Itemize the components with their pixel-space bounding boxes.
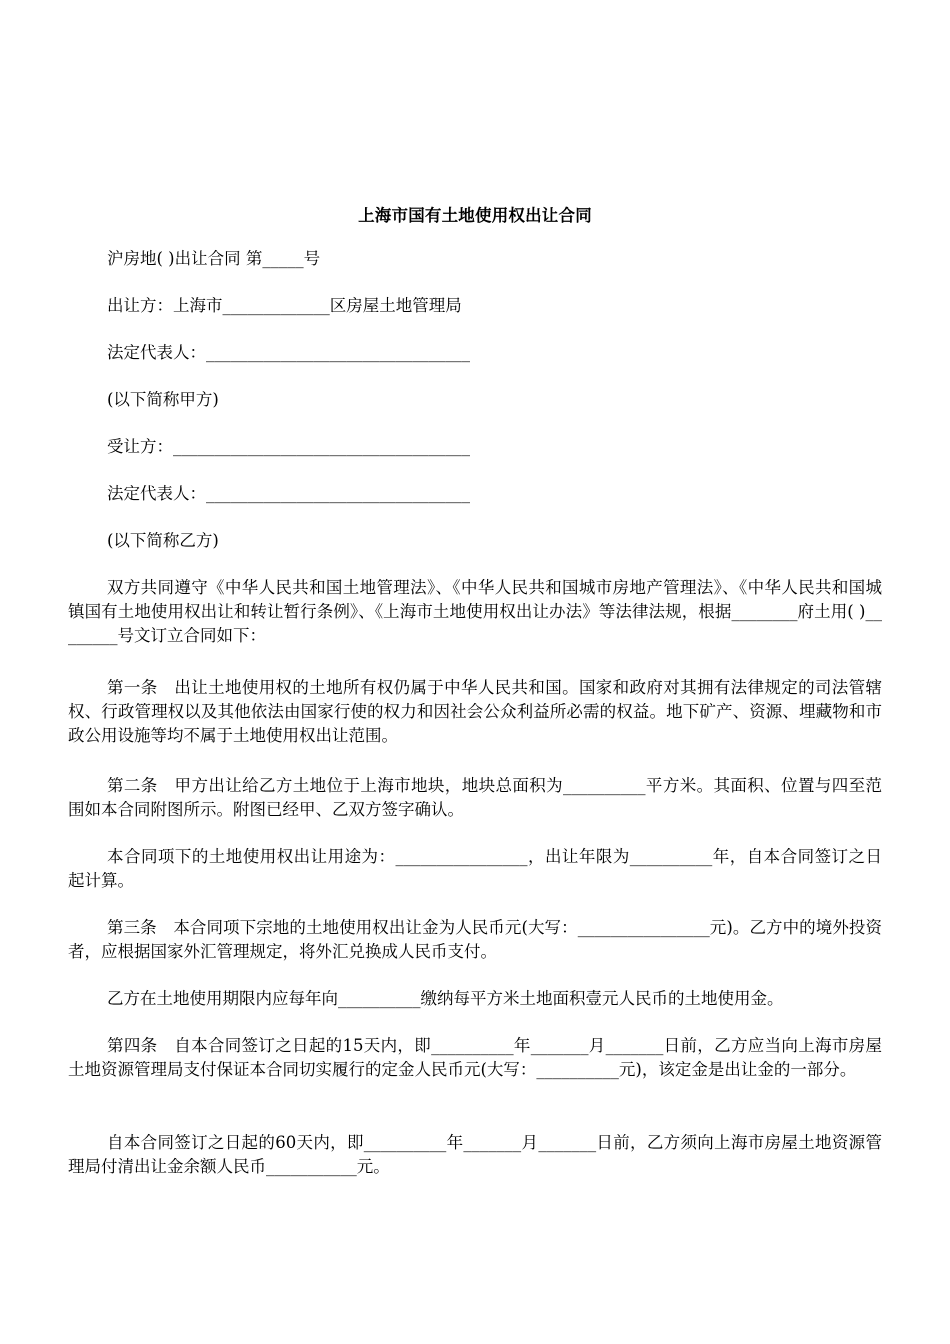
party-b-note: (以下简称乙方) [107, 531, 219, 550]
grantor-representative-line: 法定代表人：________________________________ [107, 343, 470, 362]
land-use-paragraph: 本合同项下的土地使用权出让用途为：________________，出让年限为__________年，自本合同签订之日起计算。 [68, 847, 882, 890]
contract-number-line: 沪房地( )出让合同 第_____号 [107, 249, 321, 268]
grantor-line: 出让方：上海市_____________区房屋土地管理局 [107, 296, 462, 315]
article-1-paragraph: 第一条 出让土地使用权的土地所有权仍属于中华人民共和国。国家和政府对其拥有法律规定的司法管辖权、行政管理权以及其他依法由国家行使的权力和因社会公众利益所必需的权益。地下矿产、资源、埋藏物和市政公用设施等均不属于土地使用权出让范围。 [68, 678, 882, 745]
grantee-line: 受让方：____________________________________ [107, 437, 470, 456]
party-a-note: (以下简称甲方) [107, 390, 219, 409]
article-4-paragraph: 第四条 自本合同签订之日起的15天内，即__________年_______月_______日前，乙方应当向上海市房屋土地资源管理局支付保证本合同切实履行的定金人民币元(大写：__________元)，该定金是出让金的一部分。 [68, 1036, 882, 1079]
article-2-paragraph: 第二条 甲方出让给乙方土地位于上海市地块，地块总面积为__________平方米。其面积、位置与四至范围如本合同附图所示。附图已经甲、乙双方签字确认。 [68, 776, 882, 819]
balance-payment-paragraph: 自本合同签订之日起的60天内，即__________年_______月_______日前，乙方须向上海市房屋土地资源管理局付清出让金余额人民币___________元。 [68, 1133, 882, 1176]
preamble-paragraph: 双方共同遵守《中华人民共和国土地管理法》、《中华人民共和国城市房地产管理法》、《中华人民共和国城镇国有土地使用权出让和转让暂行条例》、《上海市土地使用权出让办法》等法律法规，根据________府土用( )________号文订立合同如下： [68, 578, 882, 645]
land-use-fee-paragraph: 乙方在土地使用期限内应每年向__________缴纳每平方米土地面积壹元人民币的土地使用金。 [107, 989, 784, 1008]
grantee-representative-line: 法定代表人：________________________________ [107, 484, 470, 503]
page-title: 上海市国有土地使用权出让合同 [358, 206, 592, 225]
article-3-paragraph: 第三条 本合同项下宗地的土地使用权出让金为人民币元(大写：________________元)。乙方中的境外投资者，应根据国家外汇管理规定，将外汇兑换成人民币支付。 [68, 918, 882, 961]
